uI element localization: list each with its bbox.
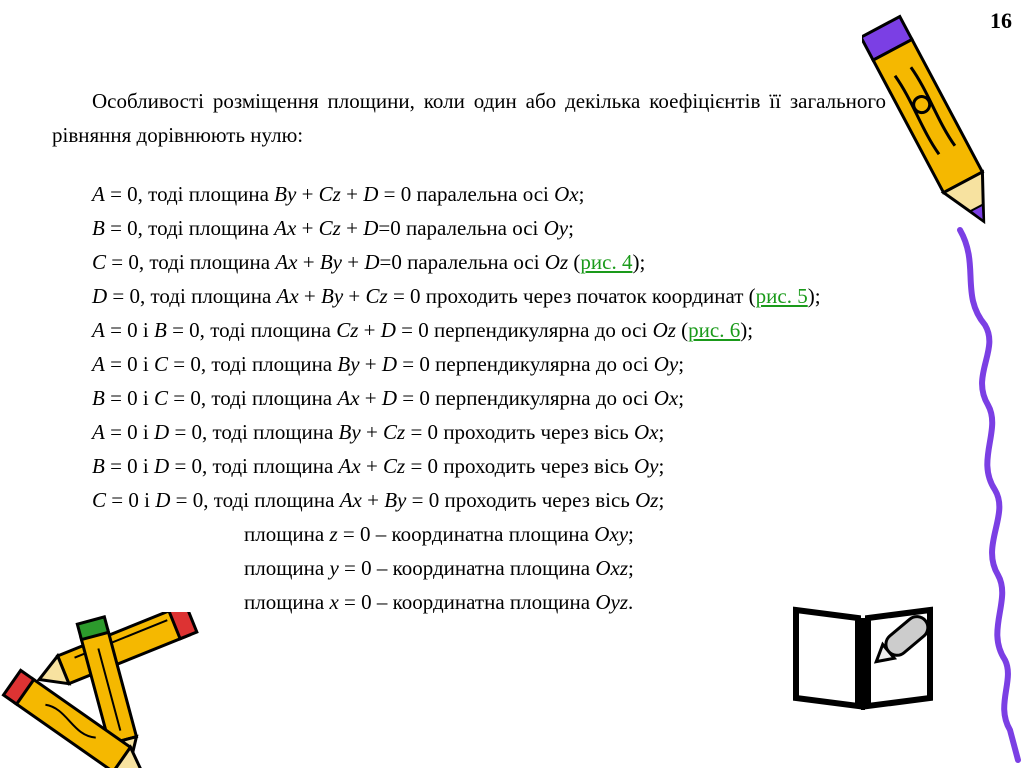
line-plane-y0: площина y = 0 – координатна площина Oxz; xyxy=(244,556,634,580)
slide-text xyxy=(52,84,886,619)
crossed-pencils-icon xyxy=(0,612,210,768)
line-plane-x0: площина x = 0 – координатна площина Oyz. xyxy=(244,590,634,614)
line-a0-b0: A = 0 і B = 0, тоді площина Cz + D = 0 перпендикулярна до осі Oz (рис. 6); xyxy=(92,318,754,342)
pencil-icon xyxy=(862,4,1002,244)
open-book-icon xyxy=(788,598,938,718)
page-number: 16 xyxy=(990,8,1012,33)
fig4-link[interactable]: рис. 4 xyxy=(580,250,633,274)
fig6-link[interactable]: рис. 6 xyxy=(688,318,741,342)
line-d0: D = 0, тоді площина Ax + By + Cz = 0 проходить через початок координат (рис. 5); xyxy=(92,284,821,308)
line-plane-z0: площина z = 0 – координатна площина Oxy; xyxy=(244,522,634,546)
fig5-link[interactable]: рис. 5 xyxy=(755,284,808,308)
scribble-line xyxy=(940,225,1024,765)
line-a0: A = 0, тоді площина By + Cz + D = 0 паралельна осі Ox; xyxy=(92,182,585,206)
line-b0: B = 0, тоді площина Ax + Cz + D=0 паралельна осі Oy; xyxy=(92,216,574,240)
line-a0-d0: A = 0 і D = 0, тоді площина By + Cz = 0 проходить через вісь Ox; xyxy=(92,420,665,444)
intro-paragraph: Особливості розміщення площини, коли один або декілька коефіцієнтів її загального рівняння дорівнюють нулю: xyxy=(52,89,886,147)
line-c0-d0: C = 0 і D = 0, тоді площина Ax + By = 0 проходить через вісь Oz; xyxy=(92,488,665,512)
line-b0-d0: B = 0 і D = 0, тоді площина Ax + Cz = 0 проходить через вісь Oy; xyxy=(92,454,665,478)
line-c0: C = 0, тоді площина Ax + By + D=0 паралельна осі Oz (рис. 4); xyxy=(92,250,646,274)
line-a0-c0: A = 0 і C = 0, тоді площина By + D = 0 перпендикулярна до осі Oy; xyxy=(92,352,685,376)
line-b0-c0: B = 0 і C = 0, тоді площина Ax + D = 0 перпендикулярна до осі Ox; xyxy=(92,386,685,410)
